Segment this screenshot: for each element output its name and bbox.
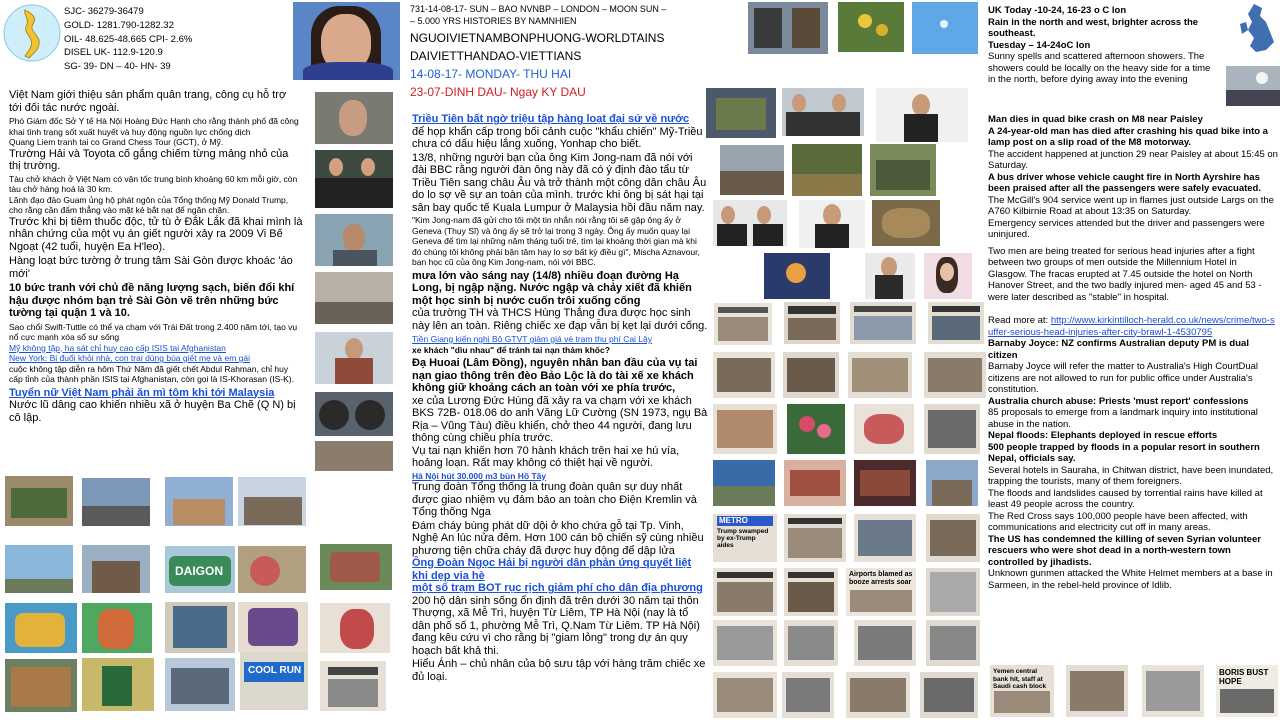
news-item: A 24-year-old man has died after crashing his quad bike into a lamp post on a slip road of the M8 motorway. [988, 125, 1268, 148]
news-photo [713, 460, 775, 506]
news-photo [924, 253, 972, 299]
middle-news-column [412, 113, 708, 683]
news-link[interactable]: Ông Đoàn Ngọc Hải bị người dân phản ứng quyết liệt khi dẹp via hè [412, 557, 692, 582]
news-item: Quang Liem tranh tai co Grand Chess Tour (GCT), ở Mỹ. [9, 137, 224, 147]
news-item: của trường TH và THCS Hùng Thắng đưa được học sinh này lên an toàn. Riêng chiếc xe đạp vẫn bị kẹt lại dưới cống. [412, 307, 708, 332]
news-item: Việt Nam giới thiệu sản phẩm quân trang, công cụ hỗ trợ tới đối tác nước ngoài. [9, 89, 287, 114]
news-photo [784, 460, 846, 506]
news-photo [784, 568, 838, 616]
news-item: Emergency services attended but the driver and passengers were uninjured. [988, 217, 1265, 240]
news-item: Đạ Huoai (Lâm Đồng), nguyên nhân ban đầu của vụ tai nạn giao thông trên đèo Bảo Lộc là do tài xế xe khách không giữ khoảng cách an toàn với xe phía trước, [412, 357, 698, 394]
left-news-column [9, 89, 303, 424]
mural-text: COOL RUN [248, 665, 302, 676]
news-photo [165, 602, 235, 653]
news-photo [792, 144, 862, 196]
market-line: GOLD- 1281.790-1282.32 [64, 19, 174, 31]
news-photo [713, 200, 787, 246]
news-item: Nước lũ dâng cao khiến nhiều xã ở huyện Ba Chẽ (Q N) bị cô lập. [9, 399, 296, 424]
mural-text: DAIGON [175, 564, 223, 578]
news-photo [315, 272, 393, 324]
news-item: Hiểu Ánh – chủ nhân của bộ sưu tập với hàng trăm chiếc xe đủ loại. [412, 658, 706, 683]
weather-desc: Sunny spells and scattered afternoon showers. The showers could be locally on the heavy side for a time in the north, before dying away into the evening [988, 51, 1211, 85]
news-photo [850, 302, 916, 344]
news-item: Barnaby Joyce will refer the matter to Australia's High CourtDual citizens are not allowed to run for public office under Australia's constitution. [988, 361, 1259, 395]
news-photo [924, 352, 986, 398]
news-photo [82, 478, 150, 526]
news-link[interactable]: Tuyển nữ Việt Nam phải ăn mì tôm khi tới Malaysia [9, 386, 275, 399]
news-photo [870, 144, 936, 196]
vietnam-map-logo [3, 4, 61, 62]
news-link[interactable]: Triều Tiên bất ngờ triệu tập hàng loạt đại sứ về nước [412, 113, 690, 125]
news-photo [764, 253, 830, 299]
news-item: Đám cháy bùng phát dữ dội ở kho chứa gỗ tại Tp. Vinh, Nghệ An lúc nửa đêm. Hơn 100 cán bộ chiến sỹ cùng nhiều phương tiện chữa cháy đã được huy động để dập lửa [412, 519, 704, 557]
news-photo [713, 514, 777, 562]
news-item: The McGill's 904 service went up in flames just outside Largs on the A760 Kilbirnie Road at about 13:35 on Saturday. [988, 194, 1274, 217]
news-photo [782, 672, 834, 718]
news-item: Several hotels in Sauraha, in Chitwan district, have been inundated, trapping the tourists, many of them foreigners. [988, 464, 1274, 487]
news-item: "Kim Jong-nam đã gửi cho tôi một tin nhắn nói rằng tôi sẽ gặp ông ấy ở Geneva (Thụy Sĩ) và ông ấy sẽ trở lại trong 3 ngày. Ông ấy muốn quay lại Geneva để tìm lại những năm tháng tuổi trẻ, tìm lại khoảng thời gian mà khi đó chúng tôi không phải bận tâm hay lo sợ bất kỳ điều gì", Mischa Aznavour, bạn học cũ của ông Kim Jong-nam, nói với BBC. [412, 215, 700, 267]
news-photo [315, 150, 393, 208]
news-item: để họp khẩn cấp trong bối cảnh cuộc "khẩu chiến" Mỹ-Triều chưa có dấu hiệu lắng xuống, Yonhap cho biết. [412, 125, 703, 150]
market-line: SJC- 36279-36479 [64, 6, 144, 17]
news-item: The accident happened at junction 29 near Paisley at about 15:45 on Saturday. [988, 148, 1278, 171]
news-photo [713, 352, 775, 398]
news-photo [928, 302, 984, 344]
news-photo [784, 302, 840, 344]
date-line: 14-08-17- MONDAY- THU HAI [410, 67, 572, 81]
news-photo [1142, 665, 1204, 717]
news-photo [5, 659, 77, 712]
news-photo [165, 658, 235, 711]
paper-headline: Airports blamed as booze arrests soar [849, 571, 913, 586]
news-photo [713, 568, 777, 616]
uk-map [1236, 2, 1278, 56]
news-photo [713, 620, 777, 666]
news-item: Unknown gunmen attacked the White Helmet members at a base in Sarmeen, in the rebel-held province of Idlib. [988, 568, 1273, 591]
news-item: xe của Lương Đức Hùng đã xảy ra va chạm với xe khách BKS 72B- 018.06 do anh Văng Lữ Cường (SN 1973, ngụ Bà Rịa – Vũng Tàu) điều khiển, chở theo 44 người, đang lưu thông cùng chiều phía trước. [412, 394, 708, 444]
news-photo [315, 92, 393, 144]
news-item: Hàng loạt bức tường ở trung tâm Sài Gòn được khoác 'áo mới' [9, 255, 293, 280]
news-item: Phó Giám đốc Sở Y tế Hà Nội Hoàng Đức Hạnh cho rằng thành phố đã công khai tình trạng sốt xuất huyết và huy động nguồn lực chống dịch [9, 116, 299, 137]
market-line: SG- 39- DN – 40- HN- 39 [64, 61, 171, 73]
news-photo [82, 603, 152, 653]
news-photo [315, 441, 393, 471]
news-item: The Red Cross says 100,000 people have been affected, with communications and electricity cut off in many areas. [988, 510, 1248, 533]
right-news-column [988, 114, 1278, 591]
news-photo [82, 658, 154, 711]
market-rates [64, 5, 294, 74]
site-name: NGUOIVIETNAMBONPHUONG-WORLDTAINS [410, 31, 665, 45]
masthead [410, 3, 710, 101]
news-photo [1216, 665, 1278, 717]
news-photo [5, 476, 73, 526]
news-photo [748, 2, 828, 54]
masthead-tagline: – 5.000 YRS HISTORIES BY NAMNHIEN [410, 16, 577, 26]
news-photo [238, 477, 306, 526]
news-photo [865, 253, 915, 299]
news-item: Trước khi bị tiêm thuốc độc, tử tù ở Đắk Lắk đã khai mình là nhân chứng của một vụ án giết người xảy ra 2009 Vi Bế Ngoạt (42 tuổi, huyện Ea H'leo). [9, 215, 303, 253]
news-photo [5, 545, 73, 593]
news-photo [846, 672, 910, 718]
weather-panel [988, 5, 1220, 86]
news-photo [5, 603, 77, 653]
globe-map-icon [3, 4, 61, 62]
news-link[interactable]: New York: Bị đuổi khỏi nhà, con trai dùng búa giết mẹ và em gái [9, 353, 250, 363]
news-photo [926, 568, 980, 616]
news-photo [706, 88, 776, 138]
news-photo [238, 602, 308, 652]
news-item: 500 people trapped by floods in a popular resort in southern Nepal, officials say. [988, 441, 1260, 464]
news-photo [784, 620, 838, 666]
news-photo [912, 2, 978, 54]
news-link[interactable]: Tiền Giang kiến nghị Bộ GTVT giảm giá vé trạm thu phí Cai Lậy [412, 334, 653, 344]
news-photo [924, 404, 980, 454]
news-photo [1066, 665, 1128, 717]
news-photo [315, 392, 393, 436]
news-photo [926, 620, 980, 666]
news-link[interactable]: một số trạm BOT rục rịch giảm phí cho dân địa phương [412, 582, 703, 594]
news-photo [920, 672, 978, 718]
news-item: Lãnh đạo đảo Guam ủng hộ phát ngôn của Tổng thống Mỹ Donald Trump, cho rằng cần đấm thẳng vào mặt kẻ bắt nạt để ngăn chặn. [9, 194, 289, 215]
news-photo [872, 200, 940, 246]
paper-headline: Yemen central bank hit, staff at Saudi cash block [993, 668, 1047, 690]
news-photo [990, 665, 1054, 717]
news-item: cuộc không tập diễn ra hôm Thứ Năm đã giết chết Abdul Rahman, chỉ huy cấp tỉnh của thành phần ISIS tại Afghanistan, còn gọi là IS-Khorasan (IS-K). [9, 363, 294, 384]
read-more-label: Read more at: [988, 315, 1051, 326]
news-item: Sao chổi Swift-Tuttle có thể va chạm với Trái Đất trong 2.400 năm tới, tạo vụ nổ cực mạnh xóa sổ sự sống [9, 321, 298, 342]
news-item: 85 proposals to emerge from a landmark inquiry into institutional abuse in the nation. [988, 407, 1258, 430]
news-item: A bus driver whose vehicle caught fire in North Ayrshire has been praised after all the passengers were safely evacuated. [988, 171, 1261, 194]
news-item: Nepal floods: Elephants deployed in rescue efforts [988, 430, 1218, 441]
site-name: DAIVIETTHANDAO-VIETTIANS [410, 49, 582, 63]
paper-headline: BORIS BUST HOPE [1219, 668, 1269, 686]
news-link[interactable]: Hà Nội hút 30.000 m3 bùn Hồ Tây [412, 470, 547, 481]
author-portrait [293, 2, 400, 80]
news-item: Australia church abuse: Priests 'must report' confessions [988, 395, 1249, 407]
news-photo [787, 404, 845, 454]
news-photo [854, 620, 916, 666]
news-photo [82, 545, 150, 593]
market-line: OIL- 48.625-48.665 CPI- 2.6% [64, 33, 193, 45]
weather-title: UK Today -10-24, 16-23 o C lon [988, 5, 1127, 16]
news-link[interactable]: Mỹ không tập, ha sát chỉ huy cao cấp ISIS tai Afghanistan [9, 342, 226, 353]
masthead-tagline: 731-14-08-17- SUN – BAO NVNBP – LONDON – MOON SUN – [410, 4, 667, 14]
news-item: Tàu chở khách ở Việt Nam có vận tốc trung bình khoảng 60 km mỗi giờ, còn tàu chở hàng hoá là 30 km. [9, 173, 298, 194]
news-photo [320, 661, 386, 711]
news-item: Man dies in quad bike crash on M8 near Paisley [988, 114, 1203, 125]
uk-map-icon [1236, 2, 1278, 56]
news-photo [926, 514, 980, 562]
news-photo [714, 303, 772, 345]
news-photo [926, 460, 978, 506]
news-photo [315, 332, 393, 384]
news-item: xe khách "dìu nhau" để tránh tai nạn thảm khốc? [412, 344, 610, 355]
news-photo [876, 88, 968, 142]
news-photo [713, 672, 777, 718]
news-photo [854, 460, 916, 506]
read-more-link[interactable]: http://www.kirkintilloch-herald.co.uk/news/crime/two-suffer-serious-head-injuries-after-city-brawl-1-4530795 [988, 315, 1275, 338]
news-item: Barnaby Joyce: NZ confirms Australian deputy PM is dual citizen [988, 338, 1249, 361]
news-photo [713, 404, 777, 454]
news-photo [720, 145, 784, 195]
news-item: The floods and landslides caused by torrential rains have killed at least 49 people across the country. [988, 487, 1263, 510]
news-photo [240, 652, 308, 710]
news-photo [783, 352, 839, 398]
paper-headline: METRO [719, 516, 748, 525]
news-photo [165, 477, 233, 526]
news-photo [838, 2, 904, 52]
market-line: DISEL UK- 112.9-120.9 [64, 47, 163, 59]
news-photo [782, 88, 864, 136]
weather-summary: Rain in the north and west, brighter across the southeast. [988, 16, 1199, 39]
news-item: 13/8, những người bạn của ông Kim Jong-nam đã nói với đài BBC rằng người đàn ông này đã có ý định đào tẩu từ Triều Tiên sang châu Âu và trở thành một công dân châu Âu do lo sợ về sự an toàn của mình. trước khi ông bị sát hại tại sân bay quốc tế Kuala Lumpur ở Malaysia hồi đầu năm nay. [412, 151, 707, 214]
news-item: Trung đoàn Tổng thống là trung đoàn quân sự duy nhất được giao nhiệm vụ đảm bảo an toàn cho Điện Kremlin và Tổng thống Nga [412, 481, 697, 518]
news-photo [846, 568, 916, 616]
news-photo [320, 603, 390, 653]
news-item: The US has condemned the killing of seven Syrian volunteer rescuers who were shot dead in a north-western town controlled by jihadists. [988, 533, 1261, 568]
news-item: 200 hộ dân sinh sống ổn định đã trên dưới 30 năm tại thôn Thượng, xã Mễ Trì, huyện Từ Liêm, TP Hà Nội (nay là tổ dân phố số 1, phường Mễ Trì, Q.Nam Từ Liêm. TP Hà Nội) đang kêu cứu vì cho rằng bị "giam lỏng" trong dự án quy hoạch bất khả thi. [412, 594, 700, 657]
news-photo [848, 352, 912, 398]
news-photo [854, 404, 914, 454]
news-item: Trường Hải và Toyota cố gắng chiếm từng mảng nhỏ của thị trường. [9, 147, 289, 172]
paper-headline: Trump swamped by ex-Trump aides [717, 528, 769, 549]
news-item: Vụ tai nạn khiến hơn 70 hành khách trên hai xe hú vía, hoảng loạn. Rất may không có thiệt hại về người. [412, 444, 680, 469]
news-item: mưa lớn vào sáng nay (14/8) nhiều đoạn đường Hạ Long, bị ngập nặng. Nước ngập và chảy xiết đã khiến một học sinh bị nước cuốn trôi xuống cống [412, 269, 692, 307]
news-item: Two men are being treated for serious head injuries after a fight between two groups of men outside the Millennium Hotel in Glasgow. The fracas erupted at 7.45 outside the hotel on North Hanover Street, and the two badly injured men- aged 45 and 53 - were later described as "stable" in hospital. [988, 245, 1262, 303]
news-photo [315, 214, 393, 266]
news-photo [799, 200, 865, 248]
news-photo [238, 546, 306, 593]
news-photo [784, 514, 846, 562]
news-item: 10 bức tranh với chủ đề năng lượng sạch, biến đổi khí hậu được nhóm bạn trẻ Sài Gòn vẽ trên những bức tường tại quận 1 và 10. [9, 282, 295, 319]
weather-tuesday: Tuesday – 14-24oC lon [988, 39, 1091, 51]
news-photo [165, 546, 235, 593]
lunar-date: 23-07-DINH DAU- Ngay KY DAU [410, 85, 586, 99]
news-photo [854, 514, 916, 562]
news-photo [320, 544, 392, 590]
read-more [988, 315, 1278, 338]
weather-photo [1226, 66, 1280, 106]
